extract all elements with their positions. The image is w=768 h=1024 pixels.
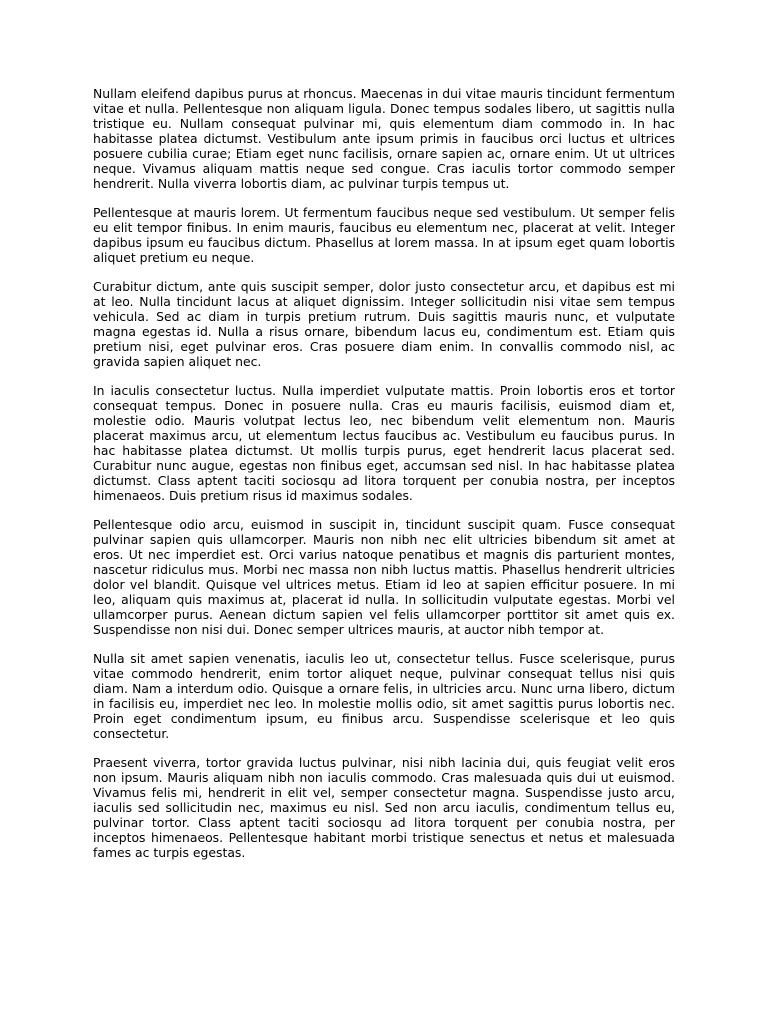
paragraph-6: Nulla sit amet sapien venenatis, iaculis leo ut, consectetur tellus. Fusce scelerisque, purus vitae commodo hendrerit, enim tortor aliquet neque, pulvinar consequat tellus nisi quis diam. Nam a interdum odio. Quisque a ornare felis, in ultricies arcu. Nunc urna libero, dictum in facilisis eu, imperdiet nec leo. In molestie mollis odio, sit amet sagittis purus lobortis nec. Proin eget condimentum ipsum, eu finibus arcu. Suspendisse scelerisque et leo quis consectetur. (93, 651, 675, 741)
paragraph-3: Curabitur dictum, ante quis suscipit semper, dolor justo consectetur arcu, et dapibus est mi at leo. Nulla tincidunt lacus at aliquet dignissim. Integer sollicitudin nisi vitae sem tempus vehicula. Sed ac diam in turpis pretium rutrum. Duis sagittis mauris nunc, et vulputate magna egestas id. Nulla a risus ornare, bibendum lacus eu, condimentum est. Etiam quis pretium nisi, eget pulvinar eros. Cras posuere diam enim. In convallis commodo nisl, ac gravida sapien aliquet nec. (93, 279, 675, 369)
document-page (93, 86, 675, 874)
paragraph-7: Praesent viverra, tortor gravida luctus pulvinar, nisi nibh lacinia dui, quis feugiat velit eros non ipsum. Mauris aliquam nibh non iaculis commodo. Cras malesuada quis dui ut euismod. Vivamus felis mi, hendrerit in elit vel, semper consectetur magna. Suspendisse justo arcu, iaculis sed sollicitudin nec, maximus eu nisl. Sed non arcu iaculis, condimentum tellus eu, pulvinar tortor. Class aptent taciti sociosqu ad litora torquent per conubia nostra, per inceptos himenaeos. Pellentesque habitant morbi tristique senectus et netus et malesuada fames ac turpis egestas. (93, 755, 675, 860)
paragraph-5: Pellentesque odio arcu, euismod in suscipit in, tincidunt suscipit quam. Fusce consequat pulvinar sapien quis ullamcorper. Mauris non nibh nec elit ultricies bibendum sit amet at eros. Ut nec imperdiet est. Orci varius natoque penatibus et magnis dis parturient montes, nascetur ridiculus mus. Morbi nec massa non nibh luctus mattis. Phasellus hendrerit ultricies dolor vel blandit. Quisque vel ultrices metus. Etiam id leo at sapien efficitur posuere. In mi leo, aliquam quis maximus at, placerat id nulla. In sollicitudin vulputate egestas. Morbi vel ullamcorper purus. Aenean dictum sapien vel felis ullamcorper porttitor sit amet quis ex. Suspendisse non nisi dui. Donec semper ultrices mauris, at auctor nibh tempor at. (93, 517, 675, 637)
paragraph-2: Pellentesque at mauris lorem. Ut fermentum faucibus neque sed vestibulum. Ut semper felis eu elit tempor finibus. In enim mauris, faucibus eu elementum nec, placerat at velit. Integer dapibus ipsum eu faucibus dictum. Phasellus at lorem massa. In at ipsum eget quam lobortis aliquet pretium eu neque. (93, 205, 675, 265)
paragraph-1: Nullam eleifend dapibus purus at rhoncus. Maecenas in dui vitae mauris tincidunt fermentum vitae et nulla. Pellentesque non aliquam ligula. Donec tempus sodales libero, ut sagittis nulla tristique eu. Nullam consequat pulvinar mi, quis elementum diam commodo in. In hac habitasse platea dictumst. Vestibulum ante ipsum primis in faucibus orci luctus et ultrices posuere cubilia curae; Etiam eget nunc facilisis, ornare sapien ac, ornare enim. Ut ut ultrices neque. Vivamus aliquam mattis neque sed congue. Cras iaculis tortor commodo semper hendrerit. Nulla viverra lobortis diam, ac pulvinar turpis tempus ut. (93, 86, 675, 191)
paragraph-4: In iaculis consectetur luctus. Nulla imperdiet vulputate mattis. Proin lobortis eros et tortor consequat tempus. Donec in posuere nulla. Cras eu mauris facilisis, euismod diam et, molestie odio. Mauris volutpat lectus leo, nec bibendum velit elementum non. Mauris placerat maximus arcu, ut elementum lectus faucibus ac. Vestibulum eu faucibus purus. In hac habitasse platea dictumst. Ut mollis turpis purus, eget hendrerit lacus placerat sed. Curabitur nunc augue, egestas non finibus eget, accumsan sed nisl. In hac habitasse platea dictumst. Class aptent taciti sociosqu ad litora torquent per conubia nostra, per inceptos himenaeos. Duis pretium risus id maximus sodales. (93, 383, 675, 503)
